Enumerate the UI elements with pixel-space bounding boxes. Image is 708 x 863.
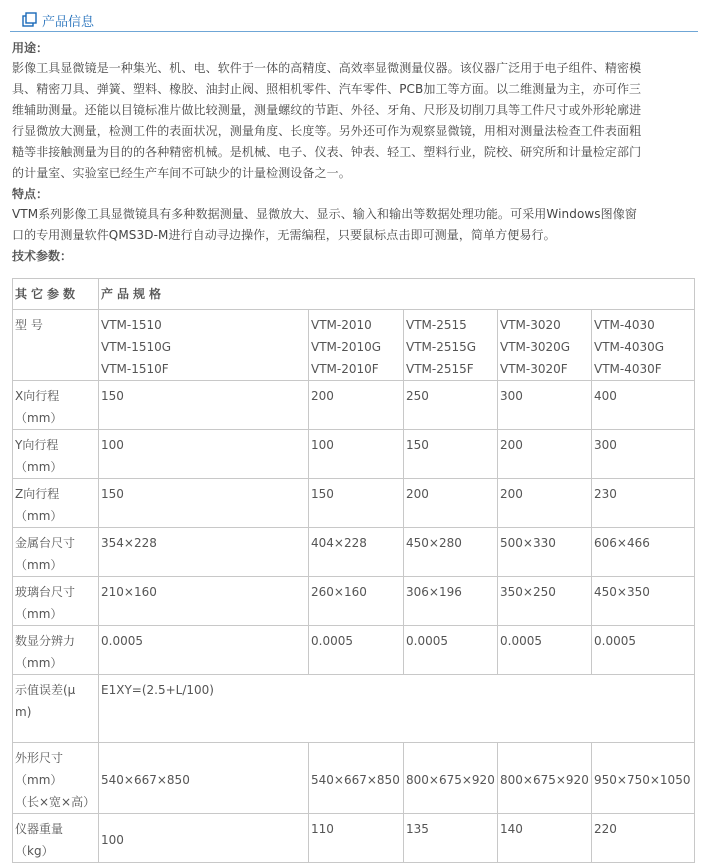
header-product-spec: 产品规格: [99, 279, 695, 310]
table-row-dimensions: [13, 743, 695, 814]
value-cell: 200: [309, 381, 404, 430]
row-label-weight: 仪器重量 （kg）: [13, 814, 99, 863]
value-cell: 220: [592, 814, 695, 863]
value-cell: E1XY=(2.5+L/100): [99, 675, 695, 743]
row-label-indication-error: 示值误差(μ m): [13, 675, 99, 743]
row-label-dimensions: 外形尺寸 （mm） （长×宽×高）: [13, 743, 99, 814]
value-cell: 0.0005: [404, 626, 498, 675]
value-cell: 306×196: [404, 577, 498, 626]
value-cell: 150: [404, 430, 498, 479]
row-label-metal-stage: 金属台尺寸 （mm）: [13, 528, 99, 577]
value-cell: 260×160: [309, 577, 404, 626]
row-label-x-travel: X向行程 （mm）: [13, 381, 99, 430]
value-cell: 300: [592, 430, 695, 479]
value-cell: 0.0005: [309, 626, 404, 675]
value-cell: 0.0005: [592, 626, 695, 675]
usage-label: 用途：: [12, 41, 49, 55]
value-cell: 135: [404, 814, 498, 863]
table-row-indication-error: [13, 675, 695, 743]
value-cell: 200: [498, 479, 592, 528]
value-cell: 606×466: [592, 528, 695, 577]
value-cell: 0.0005: [498, 626, 592, 675]
features-text: VTM系列影像工具显微镜具有多种数据测量、显微放大、显示、输入和输出等数据处理功能。可采用Windows图像窗 口的专用测量软件QMS3D-M进行自动寻边操作，无需编程，只要鼠标点击即可测量，简单方便易行。: [12, 207, 637, 242]
features-label: 特点：: [12, 187, 49, 201]
table-row-model: [13, 310, 695, 381]
value-cell: 450×350: [592, 577, 695, 626]
row-label-z-travel: Z向行程 （mm）: [13, 479, 99, 528]
value-cell: 200: [498, 430, 592, 479]
value-cell: 230: [592, 479, 695, 528]
value-cell: 540×667×850: [309, 743, 404, 814]
model-cell: VTM-2515 VTM-2515G VTM-2515F: [404, 310, 498, 381]
usage-text: 影像工具显微镜是一种集光、机、电、软件于一体的高精度、高效率显微测量仪器。该仪器广泛用于电子组件、精密模 具、精密刀具、弹簧、塑料、橡胶、油封止阀、照相机零件、汽车零件、PCB加工等方面。以二维测量为主，亦可作三 维辅助测量。还能以目镜标准片做比较测量，测量螺纹的节距、外径、牙角、尺形及切削刀具等工件尺寸或外形轮廓进 行显微放大测量，检测工件的表面状况，测量角度、长度等。另外还可作为观察显微镜，用相对测量法检查工件表面粗 糙等非接触测量为目的的各种精密机械。是机械、电子、仪表、钟表、轻工、塑料行业，院校、研究所和计量检定部门 的计量室、实验室已经生产车间不可缺少的计量检测设备之一。: [12, 61, 642, 180]
value-cell: 150: [99, 381, 309, 430]
table-row-glass-stage: [13, 577, 695, 626]
value-cell: 404×228: [309, 528, 404, 577]
product-description: [12, 38, 696, 266]
value-cell: 110: [309, 814, 404, 863]
value-cell: 400: [592, 381, 695, 430]
table-row-metal-stage: [13, 528, 695, 577]
table-header-row: [13, 279, 695, 310]
section-title: 产品信息: [42, 15, 95, 30]
header-other-params: 其它参数: [13, 279, 99, 310]
row-label-model: 型 号: [13, 310, 99, 381]
value-cell: 0.0005: [99, 626, 309, 675]
model-cell: VTM-4030 VTM-4030G VTM-4030F: [592, 310, 695, 381]
value-cell: 140: [498, 814, 592, 863]
row-label-y-travel: Y向行程 （mm）: [13, 430, 99, 479]
section-header: [10, 8, 698, 32]
value-cell: 150: [99, 479, 309, 528]
value-cell: 354×228: [99, 528, 309, 577]
value-cell: 200: [404, 479, 498, 528]
value-cell: 950×750×1050: [592, 743, 695, 814]
value-cell: 210×160: [99, 577, 309, 626]
table-row-x-travel: [13, 381, 695, 430]
window-stack-icon: [22, 12, 37, 27]
value-cell: 540×667×850: [99, 743, 309, 814]
table-row-y-travel: [13, 430, 695, 479]
specs-table: [12, 278, 695, 863]
table-row-z-travel: [13, 479, 695, 528]
value-cell: 150: [309, 479, 404, 528]
value-cell: 450×280: [404, 528, 498, 577]
model-cell: VTM-1510 VTM-1510G VTM-1510F: [99, 310, 309, 381]
value-cell: 100: [309, 430, 404, 479]
table-row-weight: [13, 814, 695, 863]
tech-params-label: 技术参数：: [12, 249, 73, 263]
value-cell: 500×330: [498, 528, 592, 577]
model-cell: VTM-2010 VTM-2010G VTM-2010F: [309, 310, 404, 381]
value-cell: 800×675×920: [404, 743, 498, 814]
value-cell: 100: [99, 814, 309, 863]
value-cell: 350×250: [498, 577, 592, 626]
model-cell: VTM-3020 VTM-3020G VTM-3020F: [498, 310, 592, 381]
value-cell: 300: [498, 381, 592, 430]
row-label-glass-stage: 玻璃台尺寸 （mm）: [13, 577, 99, 626]
value-cell: 100: [99, 430, 309, 479]
value-cell: 250: [404, 381, 498, 430]
table-row-resolution: [13, 626, 695, 675]
row-label-resolution: 数显分辨力 （mm）: [13, 626, 99, 675]
value-cell: 800×675×920: [498, 743, 592, 814]
